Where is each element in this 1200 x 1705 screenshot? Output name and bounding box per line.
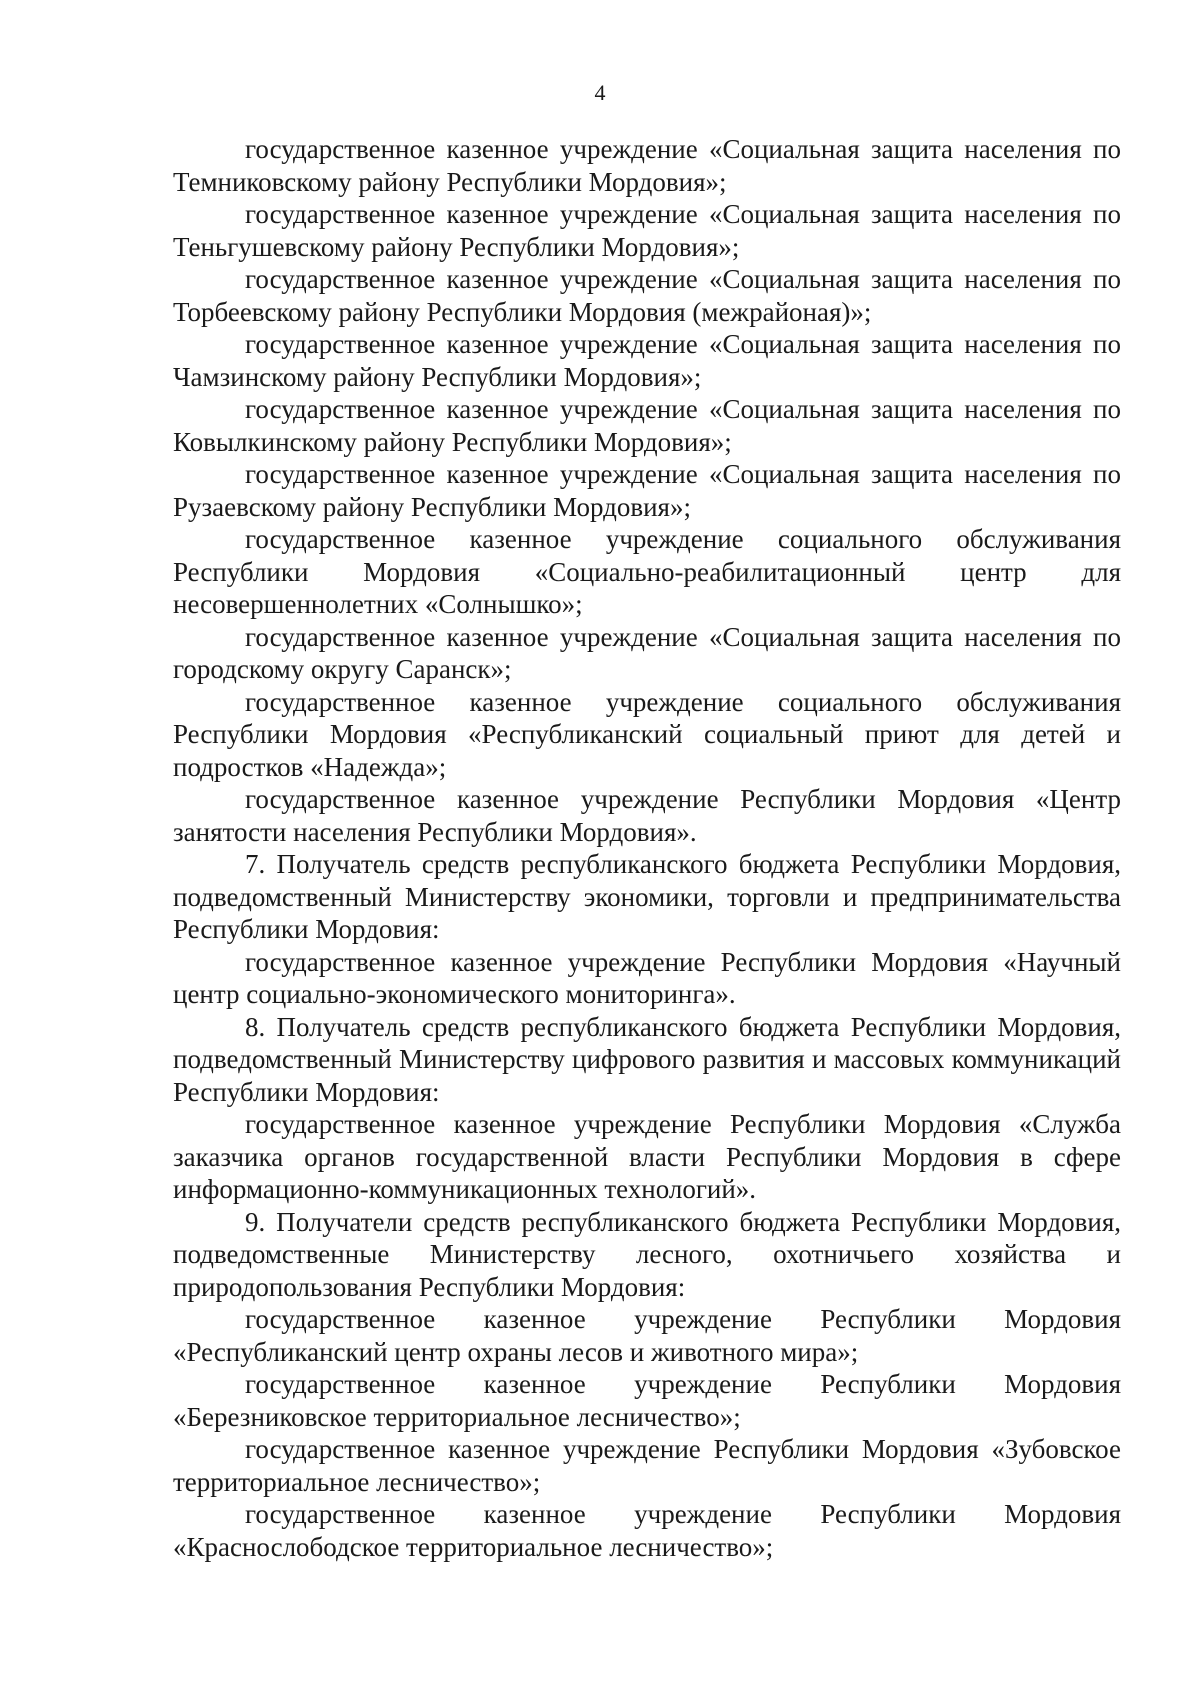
numbered-paragraph-7: 7. Получатель средств республиканского бюджета Республики Мордовия, подведомственный Министерству экономики, торговли и предпринимательства Республики Мордовия: bbox=[173, 849, 1121, 944]
paragraph: государственное казенное учреждение Республики Мордовия «Служба заказчика органов государственной власти Республики Мордовия в сфере информационно-коммуникационных технологий». bbox=[173, 1109, 1121, 1204]
paragraph: государственное казенное учреждение социального обслуживания Республики Мордовия «Республиканский социальный приют для детей и подростков «Надежда»; bbox=[173, 686, 1121, 782]
paragraph: государственное казенное учреждение «Социальная защита населения по Теньгушевскому району Республики Мордовия»; bbox=[173, 199, 1121, 262]
paragraph: государственное казенное учреждение Республики Мордовия «Зубовское территориальное лесничество»; bbox=[173, 1434, 1121, 1497]
numbered-paragraph-8: 8. Получатель средств республиканского бюджета Республики Мордовия, подведомственный Министерству цифрового развития и массовых коммуникаций Республики Мордовия: bbox=[173, 1011, 1121, 1107]
numbered-paragraph-9: 9. Получатели средств республиканского бюджета Республики Мордовия, подведомственные Министерству лесного, охотничьего хозяйства и природопользования Республики Мордовия: bbox=[173, 1206, 1121, 1302]
paragraph: государственное казенное учреждение «Социальная защита населения по городскому округу Саранск»; bbox=[173, 621, 1121, 684]
paragraph: государственное казенное учреждение «Социальная защита населения по Чамзинскому району Республики Мордовия»; bbox=[173, 329, 1121, 392]
paragraph: государственное казенное учреждение Республики Мордовия «Краснослободское территориальное лесничество»; bbox=[173, 1499, 1121, 1562]
paragraph: государственное казенное учреждение «Социальная защита населения по Ковылкинскому району Республики Мордовия»; bbox=[173, 394, 1121, 457]
paragraph: государственное казенное учреждение Республики Мордовия «Научный центр социально-экономического мониторинга». bbox=[173, 946, 1121, 1009]
paragraph: государственное казенное учреждение Республики Мордовия «Центр занятости населения Республики Мордовия». bbox=[173, 784, 1121, 847]
paragraph: государственное казенное учреждение «Социальная защита населения по Темниковскому району Республики Мордовия»; bbox=[173, 134, 1121, 197]
page-number: 4 bbox=[594, 80, 606, 105]
paragraph: государственное казенное учреждение Республики Мордовия «Республиканский центр охраны лесов и животного мира»; bbox=[173, 1304, 1121, 1367]
paragraph: государственное казенное учреждение «Социальная защита населения по Торбеевскому району Республики Мордовия (межрайоная)»; bbox=[173, 264, 1121, 327]
paragraph: государственное казенное учреждение Республики Мордовия «Березниковское территориальное лесничество»; bbox=[173, 1369, 1121, 1432]
paragraph: государственное казенное учреждение социального обслуживания Республики Мордовия «Социально-реабилитационный центр для несовершеннолетних «Солнышко»; bbox=[173, 524, 1121, 619]
paragraph: государственное казенное учреждение «Социальная защита населения по Рузаевскому району Республики Мордовия»; bbox=[173, 459, 1121, 522]
document-body bbox=[173, 133, 1121, 1563]
